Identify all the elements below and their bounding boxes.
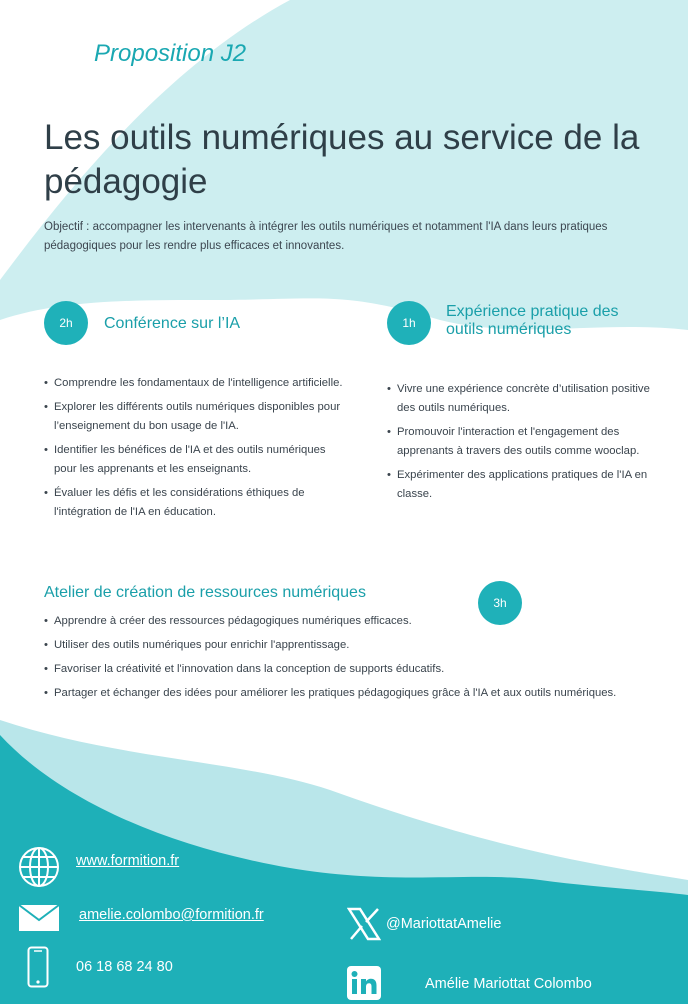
list-item: • Évaluer les défis et les considérations éthiques de l'intégration de l'IA en éducation. — [44, 484, 344, 522]
section-title-conference: Conférence sur l’IA — [104, 315, 241, 332]
duration-badge-workshop: 3h — [478, 581, 522, 625]
duration-badge-practice: 1h — [387, 301, 431, 345]
objective-text: Objectif : accompagner les intervenants à intégrer les outils numériques et notamment l'IA dans leurs pratiques pédagogiques pour les rendre plus efficaces et innovantes. — [44, 221, 608, 252]
page-title: Les outils numériques au service de la pédagogie — [44, 118, 640, 201]
duration-badge-conference: 2h — [44, 301, 88, 345]
linkedin-icon[interactable] — [347, 966, 381, 1000]
list-item: • Vivre une expérience concrète d’utilisation positive des outils numériques. — [387, 380, 667, 418]
globe-icon — [18, 846, 60, 888]
phone-icon — [27, 946, 49, 988]
section-title-practice: Expérience pratique des outils numériques — [446, 303, 619, 338]
linkedin-name-link[interactable]: Amélie Mariottat Colombo — [425, 976, 592, 992]
list-item: • Identifier les bénéfices de l'IA et des outils numériques pour les apprenants et les enseignants. — [44, 441, 344, 479]
email-link[interactable]: amelie.colombo@formition.fr — [79, 907, 264, 923]
practice-bullet-list — [387, 380, 667, 509]
x-twitter-icon[interactable] — [347, 907, 381, 941]
phone-number: 06 18 68 24 80 — [76, 959, 173, 975]
list-item: • Comprendre les fondamentaux de l'intelligence artificielle. — [44, 374, 344, 393]
list-item: • Apprendre à créer des ressources pédagogiques numériques efficaces. — [44, 612, 644, 631]
mail-icon — [18, 904, 60, 932]
list-item: • Partager et échanger des idées pour améliorer les pratiques pédagogiques grâce à l'IA et aux outils numériques. — [44, 684, 644, 703]
list-item: • Promouvoir l'interaction et l'engagement des apprenants à travers des outils comme wooclap. — [387, 423, 667, 461]
twitter-handle-link[interactable]: @MariottatAmelie — [386, 916, 502, 932]
proposition-subtitle: Proposition J2 — [94, 40, 247, 67]
list-item: • Favoriser la créativité et l'innovation dans la conception de supports éducatifs. — [44, 660, 644, 679]
website-link[interactable]: www.formition.fr — [76, 853, 180, 869]
section-title-workshop: Atelier de création de ressources numériques — [44, 584, 366, 601]
list-item: • Explorer les différents outils numériques disponibles pour l’enseignement du bon usage de l'IA. — [44, 398, 344, 436]
list-item: • Utiliser des outils numériques pour enrichir l'apprentissage. — [44, 636, 644, 655]
workshop-bullet-list — [44, 612, 644, 708]
conference-bullet-list — [44, 374, 344, 527]
list-item: • Expérimenter des applications pratiques de l'IA en classe. — [387, 466, 667, 504]
